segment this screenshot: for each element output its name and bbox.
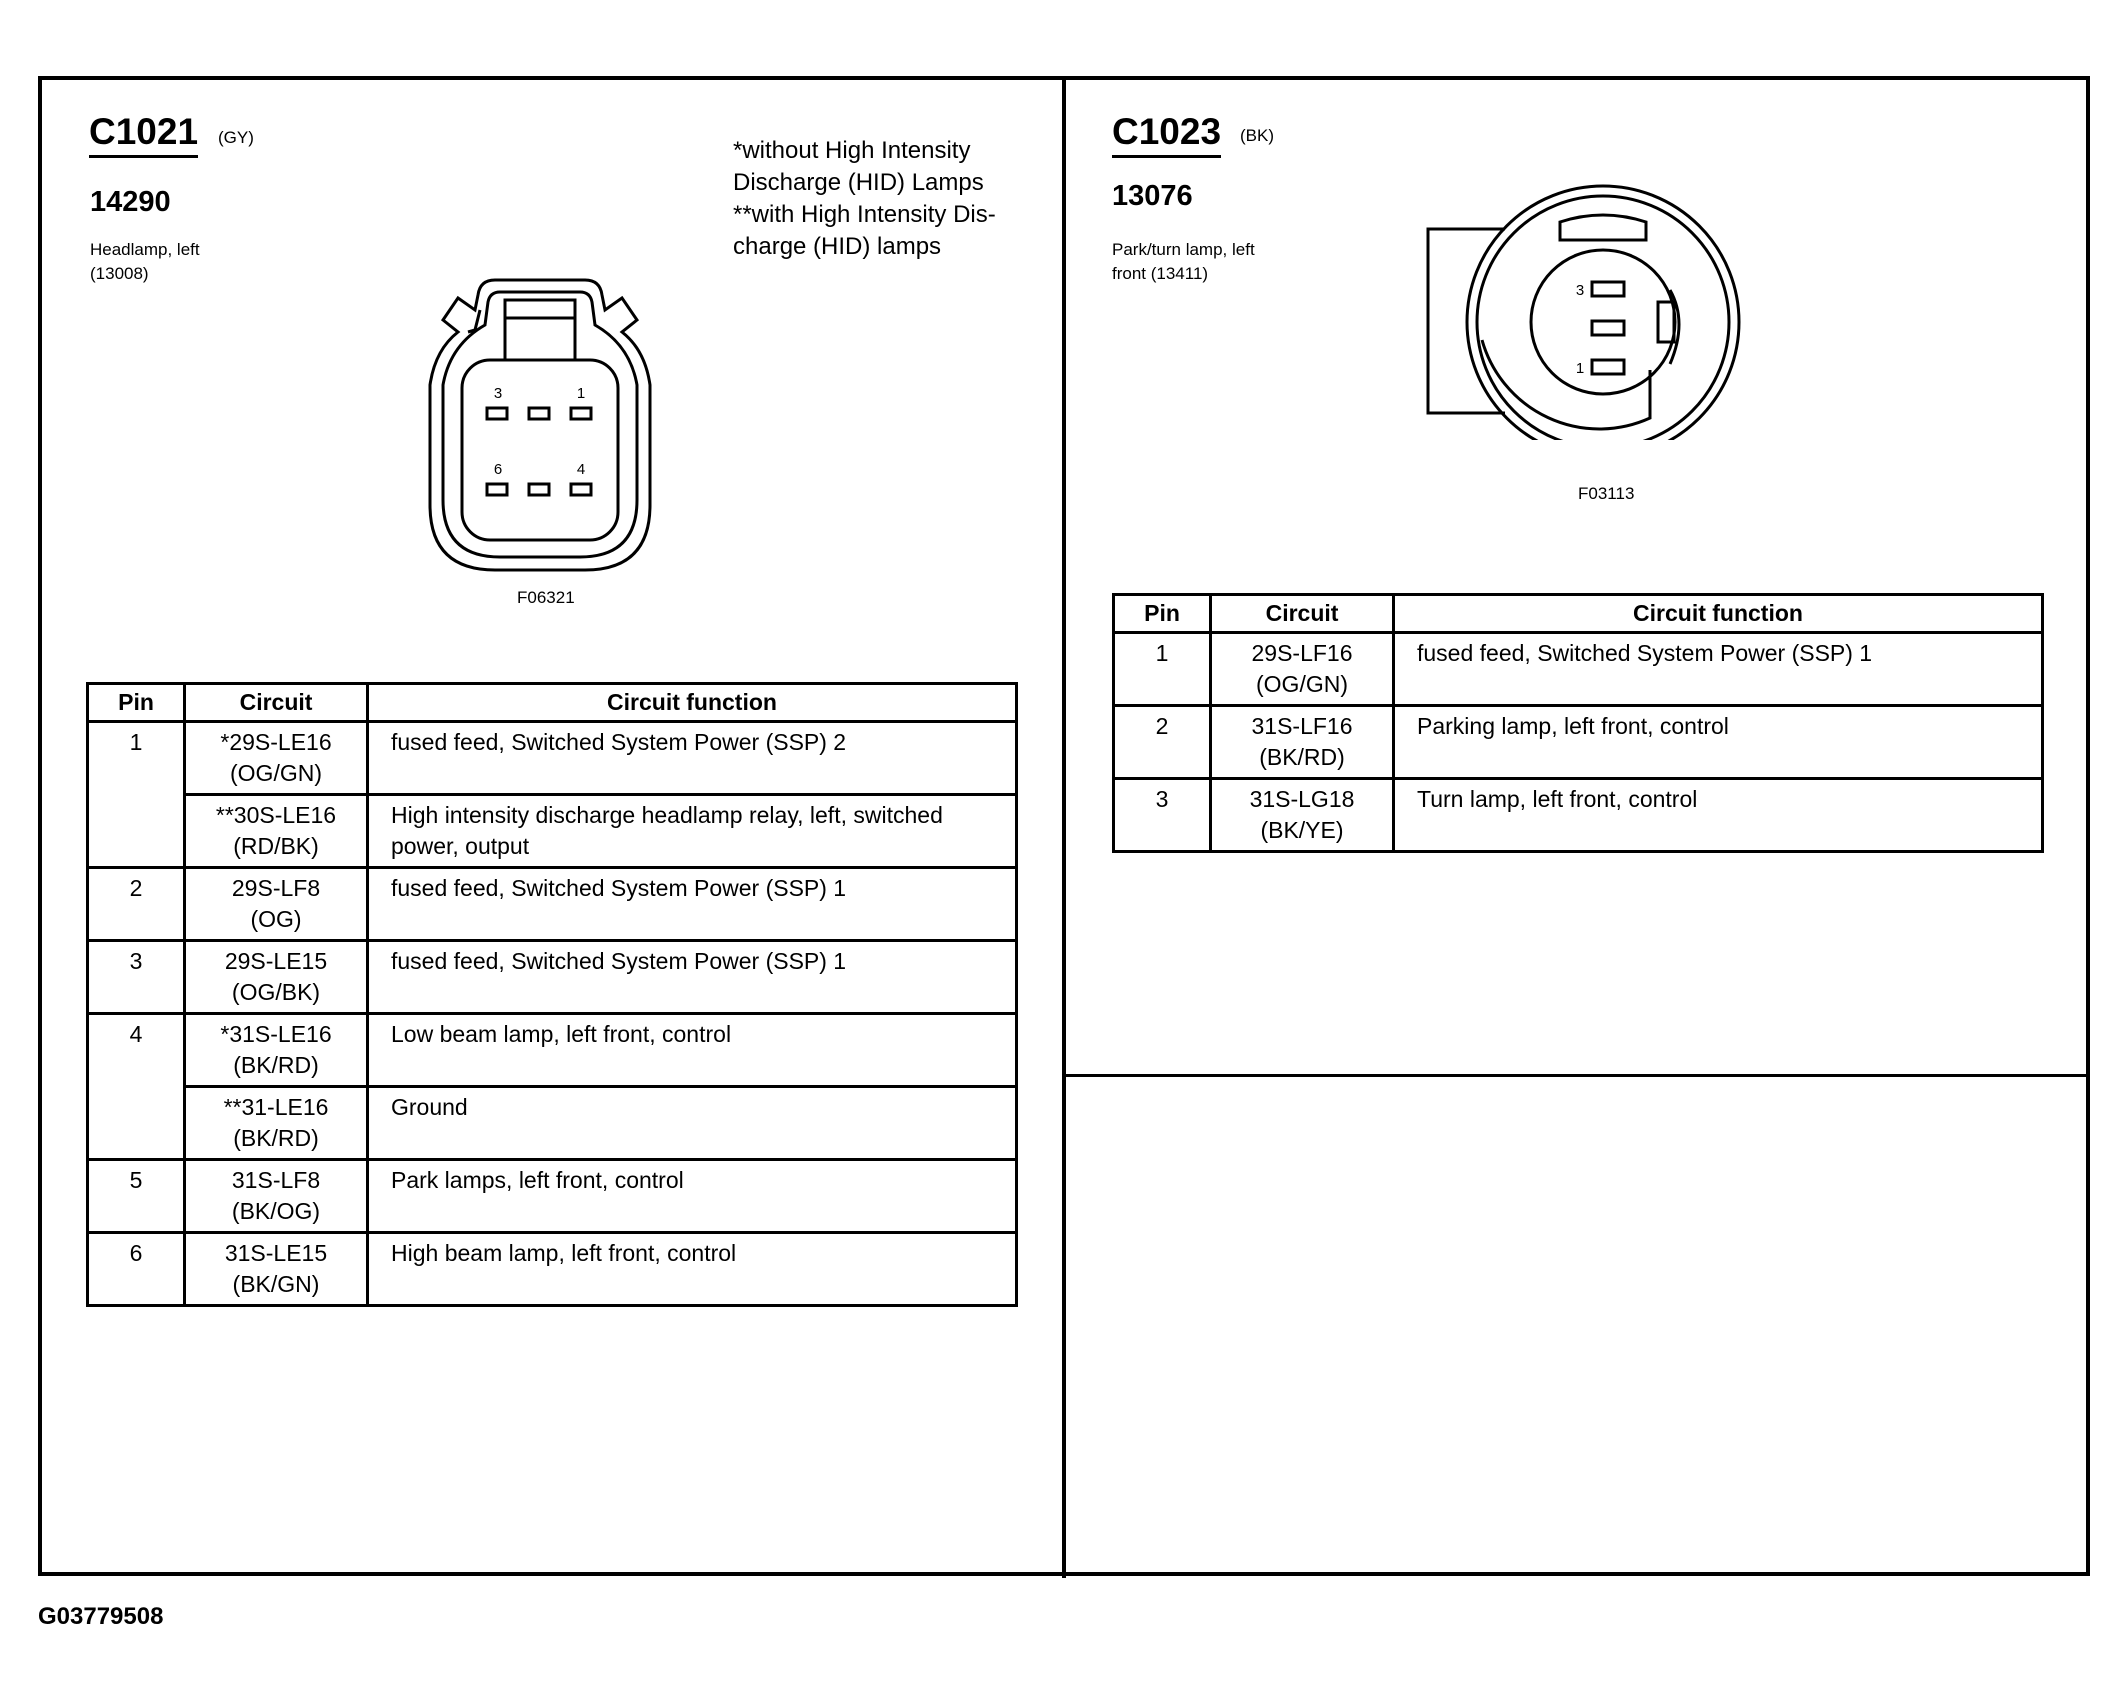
circuit-code: 29S-LF8 — [231, 875, 321, 901]
connector-body-ring — [1477, 196, 1729, 440]
connector-color-c1021: (GY) — [218, 128, 254, 147]
circuit-color: (RD/BK) — [233, 833, 319, 859]
circuit-cell — [185, 1233, 368, 1306]
table-row — [88, 722, 1017, 795]
circuit-color: (BK/RD) — [233, 1125, 319, 1151]
circuit-code: 31S-LG18 — [1249, 786, 1355, 812]
description-line: (13008) — [90, 264, 149, 283]
description-c1023 — [1112, 238, 1255, 286]
pin-label: 6 — [493, 461, 503, 478]
table-row — [1114, 706, 2043, 779]
circuit-cell — [1211, 633, 1394, 706]
circuit-cell — [185, 722, 368, 795]
side-tab — [1658, 302, 1674, 342]
function-cell: fused feed, Switched System Power (SSP) 2 — [368, 722, 1017, 795]
function-cell: Low beam lamp, left front, control — [368, 1014, 1017, 1087]
table-row — [88, 1160, 1017, 1233]
connector-body-outer — [1467, 186, 1739, 440]
pin-cell: 3 — [88, 941, 185, 1014]
circuit-color: (BK/YE) — [1260, 817, 1344, 843]
column-header: Circuit function — [1394, 595, 2043, 633]
circuit-cell — [185, 1087, 368, 1160]
terminal — [1592, 282, 1624, 296]
pin-cavity — [462, 360, 618, 540]
terminal — [1592, 360, 1624, 374]
circuit-color: (OG/GN) — [1256, 671, 1348, 697]
connector-id-c1023: C1023 — [1112, 112, 1221, 158]
pin-label: 4 — [576, 461, 586, 478]
footnote-line: charge (HID) lamps — [733, 233, 942, 260]
pin-cell: 1 — [1114, 633, 1211, 706]
description-c1021 — [90, 238, 200, 286]
table-row — [88, 1233, 1017, 1306]
description-line: Park/turn lamp, left — [1112, 240, 1255, 259]
terminal — [1592, 321, 1624, 335]
pin-label: 3 — [1575, 282, 1585, 299]
circuit-code: **30S-LE16 — [215, 802, 337, 828]
terminal — [529, 408, 549, 419]
circuit-color: (BK/GN) — [232, 1271, 320, 1297]
circuit-code: 29S-LE15 — [224, 948, 328, 974]
table-row — [88, 941, 1017, 1014]
terminal — [487, 484, 507, 495]
part-number-c1021: 14290 — [90, 186, 171, 218]
function-cell: Parking lamp, left front, control — [1394, 706, 2043, 779]
table-header-row — [1114, 595, 2043, 633]
circuit-color: (BK/RD) — [233, 1052, 319, 1078]
pin-cell: 5 — [88, 1160, 185, 1233]
function-cell: fused feed, Switched System Power (SSP) 1 — [1394, 633, 2043, 706]
terminal — [571, 484, 591, 495]
circuit-cell — [1211, 706, 1394, 779]
circuit-cell — [185, 1014, 368, 1087]
pin-label: 1 — [1575, 360, 1585, 377]
pin-cell: 2 — [88, 868, 185, 941]
circuit-cell — [185, 795, 368, 868]
footnote-line: *without High Intensity — [733, 137, 971, 164]
figure-label-c1023: F03113 — [1578, 484, 1635, 503]
function-cell: fused feed, Switched System Power (SSP) 1 — [368, 941, 1017, 1014]
circuit-code: *29S-LE16 — [220, 729, 332, 755]
pin-cell: 1 — [88, 722, 185, 868]
locking-tab — [505, 300, 575, 360]
pin-table-c1021 — [86, 682, 1018, 1307]
circuit-cell — [185, 1160, 368, 1233]
function-cell: fused feed, Switched System Power (SSP) 1 — [368, 868, 1017, 941]
connector-face-c1021 — [400, 270, 680, 590]
table-row — [88, 795, 1017, 868]
figure-label-c1021: F06321 — [517, 588, 575, 607]
pin-label: 3 — [493, 385, 503, 402]
circuit-cell — [185, 941, 368, 1014]
table-row — [1114, 779, 2043, 852]
circuit-cell — [185, 868, 368, 941]
circuit-code: 31S-LF8 — [231, 1167, 321, 1193]
pin-table-c1023 — [1112, 593, 2044, 853]
circuit-color: (OG) — [250, 906, 302, 932]
circuit-color: (OG/GN) — [230, 760, 322, 786]
terminal — [571, 408, 591, 419]
pin-cell: 2 — [1114, 706, 1211, 779]
column-header: Pin — [88, 684, 185, 722]
pin-cell: 3 — [1114, 779, 1211, 852]
connector-id-c1021: C1021 — [89, 112, 198, 158]
function-cell: Turn lamp, left front, control — [1394, 779, 2043, 852]
connector-color-c1023: (BK) — [1240, 126, 1274, 145]
circuit-code: 29S-LF16 — [1251, 640, 1353, 666]
column-header: Circuit — [185, 684, 368, 722]
pin-cell: 6 — [88, 1233, 185, 1306]
footnotes — [733, 135, 996, 263]
circuit-color: (BK/RD) — [1259, 744, 1345, 770]
circuit-color: (BK/OG) — [231, 1198, 321, 1224]
circuit-code: **31-LE16 — [223, 1094, 329, 1120]
function-cell: Ground — [368, 1087, 1017, 1160]
circuit-cell — [1211, 779, 1394, 852]
circuit-color: (OG/BK) — [231, 979, 321, 1005]
panel-divider-horizontal — [1064, 1074, 2090, 1077]
function-cell: Park lamps, left front, control — [368, 1160, 1017, 1233]
table-header-row — [88, 684, 1017, 722]
table-row — [88, 1087, 1017, 1160]
table-row — [88, 1014, 1017, 1087]
circuit-code: 31S-LF16 — [1251, 713, 1353, 739]
function-cell: High beam lamp, left front, control — [368, 1233, 1017, 1306]
document-code: G03779508 — [38, 1603, 164, 1630]
column-header: Pin — [1114, 595, 1211, 633]
function-cell: High intensity discharge headlamp relay, left, switched power, output — [368, 795, 1017, 868]
description-line: front (13411) — [1112, 264, 1209, 283]
latch-arc — [1560, 215, 1646, 240]
description-line: Headlamp, left — [90, 240, 200, 259]
panel-divider-vertical — [1062, 76, 1066, 1578]
connector-face-c1023 — [1420, 180, 1750, 440]
column-header: Circuit — [1211, 595, 1394, 633]
pin-cell: 4 — [88, 1014, 185, 1160]
terminal — [487, 408, 507, 419]
footnote-line: Discharge (HID) Lamps — [733, 169, 984, 196]
part-number-c1023: 13076 — [1112, 180, 1193, 212]
circuit-code: *31S-LE16 — [220, 1021, 332, 1047]
column-header: Circuit function — [368, 684, 1017, 722]
pin-label: 1 — [576, 385, 586, 402]
circuit-code: 31S-LE15 — [224, 1240, 328, 1266]
table-row — [88, 868, 1017, 941]
terminal — [529, 484, 549, 495]
footnote-line: **with High Intensity Dis- — [733, 201, 996, 228]
table-row — [1114, 633, 2043, 706]
